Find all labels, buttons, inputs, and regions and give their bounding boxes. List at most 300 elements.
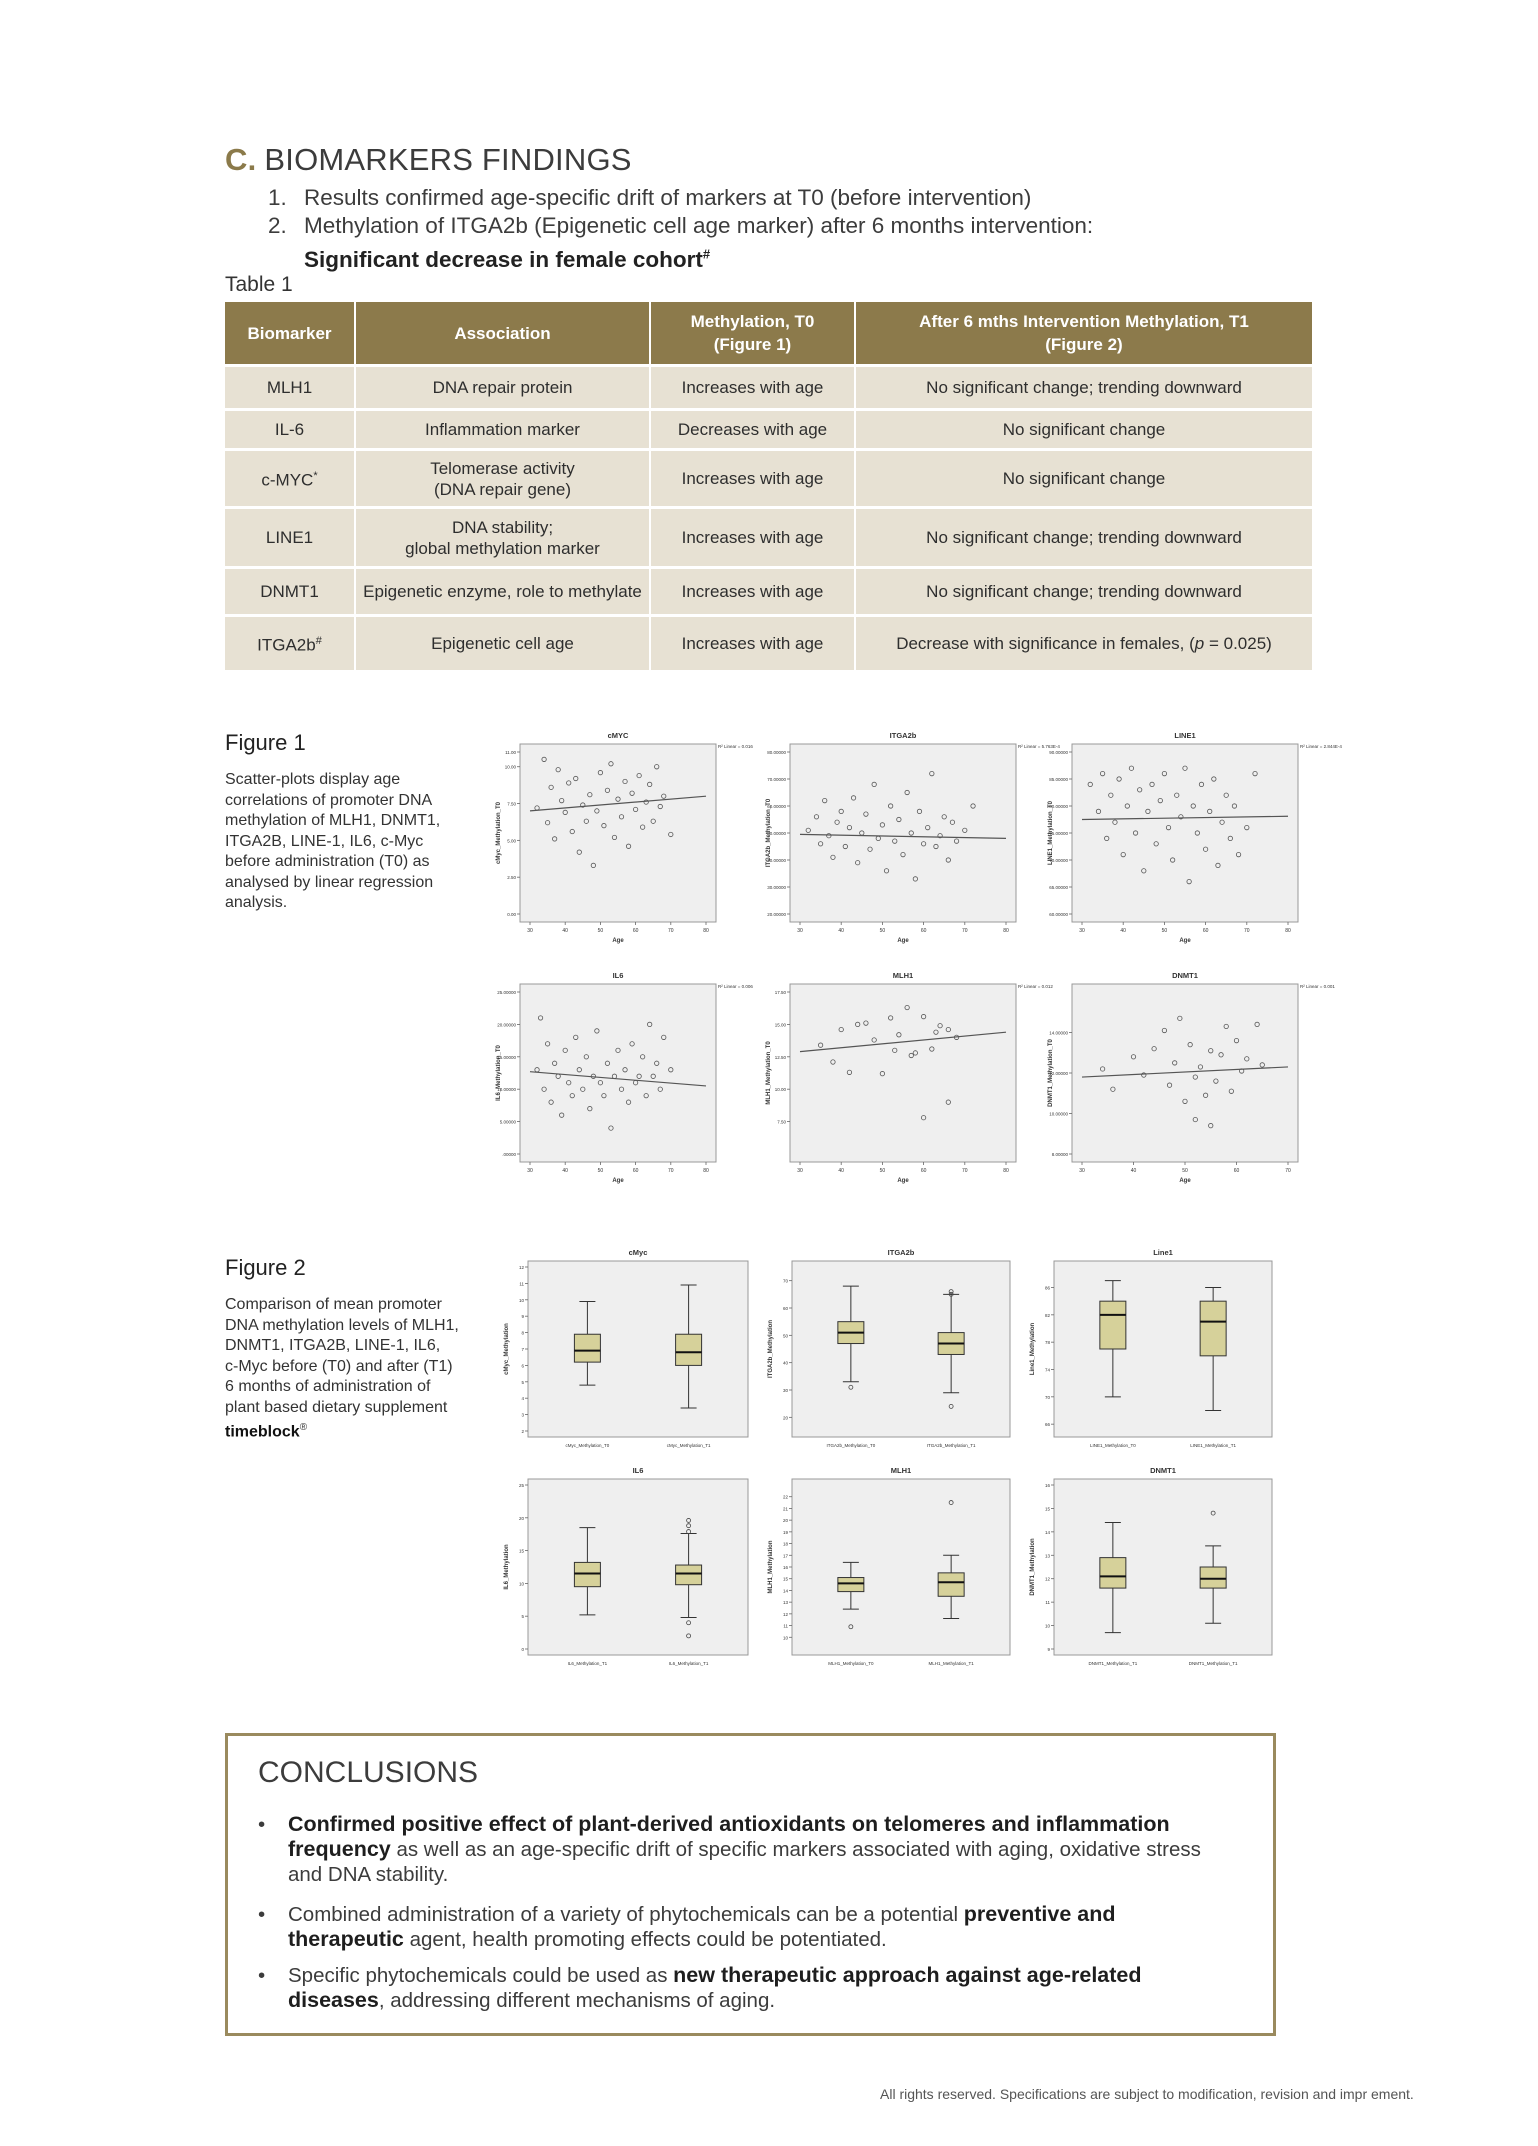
cell-association: Epigenetic cell age — [355, 616, 650, 670]
category-label: MLH1_Methylation_T0 — [828, 1661, 874, 1666]
findings-list — [268, 184, 1093, 274]
fit-label: R² Linear = 5.763E-4 — [1018, 744, 1060, 749]
chart-title: MLH1 — [890, 1466, 912, 1475]
cell-biomarker — [225, 616, 355, 670]
y-tick-label: 30 — [782, 1388, 788, 1393]
y-axis-label: cMyc_Methylation_T0 — [496, 801, 502, 865]
figure1-desc-line: analysed by linear regression — [225, 873, 434, 891]
y-tick-label: 17.50 — [774, 990, 786, 995]
conclusion-bold: Confirmed positive effect of plant-derived antioxidants on telomeres and inflammation frequency — [288, 1812, 1170, 1861]
header-t0 — [650, 302, 855, 366]
bullet: • — [258, 1964, 266, 1987]
y-tick-label: 25 — [518, 1483, 524, 1488]
boxplot-mlh1 — [762, 1463, 1024, 1681]
x-tick-label: 40 — [1120, 928, 1126, 934]
x-tick-label: 70 — [962, 928, 968, 934]
plot-area — [1072, 984, 1298, 1162]
x-tick-label: 40 — [562, 1168, 568, 1174]
finding-highlight — [304, 247, 710, 272]
figure1-title: Figure 1 — [225, 730, 306, 755]
registered-mark: ® — [299, 1422, 308, 1433]
finding-item — [268, 184, 1093, 212]
y-tick-label: 85.00000 — [1049, 777, 1068, 782]
y-tick-label: 40.00000 — [767, 858, 786, 863]
x-axis-label: Age — [612, 938, 624, 944]
biomarker-name: LINE1 — [265, 528, 314, 547]
figure2-brand — [225, 1418, 465, 1443]
y-tick-label: 18 — [782, 1541, 788, 1547]
association-line1: DNA stability; — [451, 517, 554, 537]
y-tick-label: 82 — [1044, 1312, 1050, 1318]
association-line2: (DNA repair gene) — [433, 479, 571, 499]
x-tick-label: 60 — [632, 928, 639, 934]
cell-biomarker — [225, 508, 355, 568]
footer-text: All rights reserved. Specifications are subject to modification, revision and impr ement. — [880, 2086, 1414, 2102]
conclusion-bold: new therapeutic approach against age-related diseases — [288, 1963, 1142, 2012]
y-tick-label: 60 — [782, 1306, 788, 1311]
x-tick-label: 80 — [1285, 928, 1291, 934]
y-tick-label: 50 — [782, 1333, 788, 1339]
y-tick-label: 13 — [782, 1600, 788, 1606]
y-tick-label: 10 — [518, 1297, 524, 1303]
box — [1200, 1301, 1226, 1356]
biomarker-name: MLH1 — [266, 378, 313, 397]
category-label: ITGA2b_Methylation_T0 — [826, 1443, 876, 1448]
x-tick-label: 70 — [1244, 928, 1250, 934]
y-tick-label: 5.00 — [507, 838, 516, 844]
y-tick-label: 12 — [518, 1265, 524, 1270]
x-tick-label: 30 — [797, 928, 803, 934]
header-association: Association — [355, 302, 650, 366]
table-header-row — [225, 302, 1312, 366]
biomarker-name: DNMT1 — [260, 582, 319, 601]
y-tick-label: 74 — [1044, 1367, 1050, 1373]
y-tick-label: 7.50 — [507, 801, 516, 807]
conclusion-text: , addressing different mechanisms of aging. — [378, 1989, 776, 2012]
figure1-description — [225, 770, 465, 914]
cell-t1: No significant change — [855, 450, 1312, 508]
table-row — [225, 410, 1312, 450]
table-row — [225, 450, 1312, 508]
x-axis-label: Age — [1179, 1178, 1191, 1184]
y-tick-label: 66 — [1044, 1422, 1050, 1428]
x-tick-label: 80 — [1003, 1168, 1009, 1174]
plot-area — [1054, 1479, 1272, 1655]
conclusion-text: agent, health promoting effects could be potentiated. — [403, 1928, 887, 1951]
box — [676, 1334, 702, 1365]
x-tick-label: 80 — [703, 1168, 709, 1174]
y-tick-label: 20.00000 — [767, 912, 786, 917]
y-tick-label: 6 — [521, 1363, 524, 1369]
y-tick-label: 80.00000 — [1049, 804, 1068, 809]
plot-area — [790, 984, 1016, 1162]
x-tick-label: 70 — [1285, 1168, 1291, 1174]
conclusions-title: CONCLUSIONS — [258, 1756, 479, 1789]
finding-number: 1. — [268, 185, 287, 210]
y-tick-label: 78 — [1044, 1340, 1050, 1346]
y-tick-label: 70.00000 — [1049, 858, 1068, 863]
header-biomarker: Biomarker — [225, 302, 355, 366]
finding-strong-text: Significant decrease in female cohort — [304, 246, 703, 272]
cell-association — [355, 450, 650, 508]
section-heading — [225, 142, 632, 178]
y-axis-label: LINE1_Methylation_T0 — [1048, 800, 1054, 866]
category-label: LINE1_Methylation_T1 — [1190, 1443, 1237, 1448]
y-tick-label: 16 — [1044, 1483, 1050, 1488]
cell-t0: Increases with age — [650, 366, 855, 410]
boxplot-dnmt1 — [1024, 1463, 1286, 1681]
boxplot-cmyc — [498, 1245, 762, 1463]
y-tick-label: 80.00000 — [767, 750, 786, 755]
plot-area — [520, 744, 716, 922]
cell-t1: No significant change — [855, 410, 1312, 450]
y-tick-label: 20 — [518, 1515, 524, 1521]
cell-association: Epigenetic enzyme, role to methylate — [355, 568, 650, 616]
cell-biomarker — [225, 568, 355, 616]
conclusion-text: Specific phytochemicals could be used as — [288, 1964, 674, 1987]
y-tick-label: 2.50 — [507, 875, 516, 881]
y-axis-label: ITGA2b_Methylation — [768, 1319, 774, 1379]
chart-title: cMyc — [628, 1248, 648, 1257]
y-tick-label: 10 — [1044, 1623, 1050, 1629]
fit-label: R² Linear = 0.012 — [1018, 984, 1053, 989]
chart-title: DNMT1 — [1150, 1466, 1176, 1475]
cell-t0: Increases with age — [650, 568, 855, 616]
x-tick-label: 40 — [838, 1168, 844, 1174]
y-tick-label: 9 — [521, 1314, 524, 1320]
section-title: BIOMARKERS FINDINGS — [264, 142, 632, 177]
y-tick-label: 70 — [782, 1278, 788, 1284]
x-tick-label: 40 — [1130, 1168, 1137, 1174]
y-tick-label: 5 — [521, 1614, 524, 1620]
y-tick-label: 12 — [1044, 1576, 1050, 1582]
y-tick-label: .00000 — [502, 1152, 516, 1157]
figure1-desc-line: ITGA2B, LINE-1, IL6, c-Myc — [225, 832, 424, 850]
table-row — [225, 568, 1312, 616]
cell-biomarker — [225, 450, 355, 508]
x-tick-label: 30 — [1079, 1168, 1085, 1174]
fit-label: R² Linear = 0.016 — [718, 744, 753, 749]
figure1-desc-line: analysis. — [225, 894, 288, 911]
y-tick-label: 10.00 — [774, 1087, 786, 1093]
asterisk-mark: * — [313, 470, 318, 483]
figure2-desc-line: DNMT1, ITGA2B, LINE-1, IL6, — [225, 1337, 441, 1354]
y-tick-label: 11 — [1045, 1600, 1050, 1606]
cell-association — [355, 508, 650, 568]
y-axis-label: IL6_Methylation — [504, 1544, 510, 1590]
cell-t1 — [855, 616, 1312, 670]
y-tick-label: 9 — [1047, 1647, 1050, 1652]
association-line2: global methylation marker — [405, 538, 600, 558]
category-label: ITGA2b_Methylation_T1 — [926, 1443, 976, 1448]
y-tick-label: 13 — [1044, 1553, 1050, 1559]
y-tick-label: 0.00 — [507, 912, 516, 917]
x-tick-label: 80 — [1003, 928, 1009, 934]
chart-title: ITGA2b — [889, 731, 917, 740]
y-tick-label: 10.00000 — [497, 1087, 516, 1093]
y-tick-label: 15 — [782, 1576, 788, 1582]
category-label: LINE1_Methylation_T0 — [1089, 1443, 1136, 1448]
y-tick-label: 40 — [782, 1360, 788, 1366]
bullet: • — [258, 1903, 266, 1926]
x-axis-label: Age — [612, 1178, 624, 1184]
y-tick-label: 70 — [1044, 1394, 1050, 1400]
conclusion-item — [258, 1812, 1218, 1887]
x-tick-label: 60 — [920, 1168, 927, 1174]
header-t1-line2: (Figure 2) — [1045, 335, 1123, 354]
category-label: cMyc_Methylation_T1 — [666, 1443, 711, 1448]
chart-title: MLH1 — [892, 971, 914, 980]
x-tick-label: 40 — [562, 928, 568, 934]
y-axis-label: DNMT1_Methylation_T0 — [1048, 1039, 1054, 1107]
table-row — [225, 366, 1312, 410]
finding-number: 2. — [268, 213, 287, 238]
category-label: DNMT1_Methylation_T1 — [1188, 1661, 1238, 1666]
y-axis-label: IL6_Methylation_T0 — [496, 1045, 502, 1101]
x-tick-label: 50 — [1182, 1168, 1188, 1174]
cell-biomarker — [225, 410, 355, 450]
plot-area — [528, 1261, 748, 1437]
header-t1-line1: After 6 mths Intervention Methylation, T1 — [919, 312, 1249, 331]
y-tick-label: 30.00000 — [767, 885, 786, 890]
cell-t1: No significant change; trending downward — [855, 366, 1312, 410]
fit-label: R² Linear = 0.001 — [1300, 984, 1335, 989]
boxplot-itga2b — [762, 1245, 1024, 1463]
x-tick-label: 30 — [527, 928, 533, 934]
chart-title: ITGA2b — [887, 1248, 915, 1257]
x-tick-label: 50 — [879, 1168, 886, 1174]
finding-item — [268, 212, 1093, 274]
x-tick-label: 50 — [879, 928, 886, 934]
finding-text: Results confirmed age-specific drift of markers at T0 (before intervention) — [304, 185, 1032, 210]
boxplot-il6 — [498, 1463, 762, 1681]
cell-t1: No significant change; trending downward — [855, 568, 1312, 616]
y-tick-label: 8 — [521, 1330, 524, 1336]
p-symbol: p — [1194, 633, 1205, 653]
y-tick-label: 14 — [1044, 1529, 1050, 1535]
chart-title: cMYC — [607, 731, 629, 740]
chart-title: DNMT1 — [1172, 971, 1198, 980]
figure1-desc-line: before administration (T0) as — [225, 853, 430, 870]
t1-text-post: = 0.025) — [1204, 633, 1272, 653]
y-tick-label: 7.50 — [777, 1119, 786, 1125]
category-label: IL6_Methylation_T1 — [567, 1661, 608, 1666]
x-tick-label: 40 — [838, 928, 844, 934]
plot-area — [792, 1479, 1010, 1655]
cell-association: Inflammation marker — [355, 410, 650, 450]
plot-area — [1054, 1261, 1272, 1437]
scatter-cmyc — [490, 728, 753, 948]
scatter-il6 — [490, 968, 753, 1188]
chart-title: LINE1 — [1174, 731, 1196, 740]
y-tick-label: 15 — [518, 1548, 524, 1554]
fit-label: R² Linear = 2.844E-4 — [1300, 744, 1342, 749]
x-tick-label: 70 — [962, 1168, 968, 1174]
x-axis-label: Age — [1179, 938, 1191, 944]
y-tick-label: 60.00000 — [1049, 912, 1068, 917]
y-tick-label: 5.00000 — [499, 1119, 516, 1125]
fit-label: R² Linear = 0.006 — [718, 984, 753, 989]
y-axis-label: cMyc_Methylation — [504, 1323, 510, 1375]
y-tick-label: 14.00000 — [1049, 1030, 1068, 1036]
scatter-line1 — [1042, 728, 1342, 948]
cell-t1: No significant change; trending downward — [855, 508, 1312, 568]
figure2-description — [225, 1295, 465, 1443]
y-tick-label: 90.00000 — [1049, 750, 1068, 755]
y-tick-label: 25.00000 — [497, 990, 516, 995]
table-row — [225, 508, 1312, 568]
y-tick-label: 14 — [782, 1588, 788, 1594]
y-tick-label: 75.00000 — [1049, 831, 1068, 836]
y-axis-label: ITGA2b_Methylation_T0 — [766, 798, 772, 868]
x-tick-label: 50 — [597, 928, 604, 934]
y-tick-label: 15 — [1044, 1506, 1050, 1512]
figure2-desc-line: plant based dietary supplement — [225, 1398, 448, 1416]
y-tick-label: 10 — [518, 1581, 524, 1587]
figure2-desc-line: Comparison of mean promoter — [225, 1296, 442, 1313]
x-tick-label: 30 — [797, 1168, 803, 1174]
chart-title: Line1 — [1153, 1248, 1173, 1257]
y-tick-label: 86 — [1044, 1285, 1050, 1291]
scatter-dnmt1 — [1042, 968, 1335, 1188]
y-tick-label: 50.00000 — [767, 831, 786, 836]
table-label: Table 1 — [225, 273, 293, 296]
x-tick-label: 60 — [1233, 1168, 1240, 1174]
y-tick-label: 12.50 — [774, 1054, 786, 1060]
plot-area — [792, 1261, 1010, 1437]
box — [1100, 1558, 1126, 1588]
x-tick-label: 60 — [1202, 928, 1209, 934]
y-tick-label: 19 — [782, 1529, 788, 1535]
header-t0-line2: (Figure 1) — [713, 335, 792, 354]
box — [838, 1578, 864, 1592]
x-tick-label: 70 — [668, 1168, 674, 1174]
boxplot-line1 — [1024, 1245, 1286, 1463]
y-tick-label: 0 — [521, 1647, 524, 1652]
cell-t0: Increases with age — [650, 508, 855, 568]
y-tick-label: 70.00000 — [767, 777, 786, 782]
finding-text: Methylation of ITGA2b (Epigenetic cell age marker) after 6 months intervention: — [304, 213, 1094, 238]
y-tick-label: 11.00 — [505, 750, 516, 755]
bullet: • — [258, 1813, 266, 1836]
conclusion-item — [258, 1902, 1218, 1952]
brand-name: timeblock — [225, 1423, 300, 1441]
y-tick-label: 5 — [521, 1379, 524, 1385]
y-tick-label: 21 — [782, 1506, 788, 1512]
biomarker-name: c-MYC — [261, 470, 314, 490]
y-tick-label: 20.00000 — [497, 1022, 516, 1028]
x-tick-label: 50 — [597, 1168, 604, 1174]
box — [938, 1573, 964, 1596]
cell-t0: Increases with age — [650, 616, 855, 670]
y-tick-label: 11 — [519, 1281, 524, 1287]
y-axis-label: DNMT1_Methylation — [1030, 1538, 1036, 1596]
box — [574, 1334, 600, 1362]
header-t1 — [855, 302, 1312, 366]
y-tick-label: 10.00000 — [1049, 1111, 1068, 1117]
hash-mark: # — [315, 634, 322, 647]
y-tick-label: 20 — [782, 1415, 788, 1421]
x-tick-label: 30 — [1079, 928, 1085, 934]
conclusion-bold: preventive and therapeutic — [288, 1902, 1116, 1951]
biomarker-name: IL-6 — [274, 420, 305, 439]
y-tick-label: 15.00 — [774, 1022, 786, 1028]
y-tick-label: 11 — [783, 1623, 788, 1629]
t1-text-pre: Decrease with significance in females, ( — [896, 633, 1195, 653]
figure1-desc-line: Scatter-plots display age — [225, 771, 401, 788]
figure1-desc-line: methylation of MLH1, DNMT1, — [225, 812, 441, 829]
y-tick-label: 16 — [782, 1565, 788, 1570]
cell-biomarker — [225, 366, 355, 410]
y-tick-label: 22 — [782, 1494, 788, 1500]
table-row — [225, 616, 1312, 670]
association-line1: Telomerase activity — [430, 458, 575, 478]
y-tick-label: 12 — [782, 1611, 788, 1617]
figure2-desc-line: c-Myc before (T0) and after (T1) — [225, 1357, 453, 1375]
x-tick-label: 70 — [668, 928, 674, 934]
biomarker-name: ITGA2b — [257, 635, 316, 655]
y-tick-label: 20 — [782, 1518, 788, 1524]
plot-area — [790, 744, 1016, 922]
category-label: MLH1_Methylation_T1 — [928, 1661, 974, 1666]
x-tick-label: 80 — [703, 928, 709, 934]
category-label: cMyc_Methylation_T0 — [565, 1443, 610, 1448]
plot-area — [528, 1479, 748, 1655]
y-tick-label: 8.00000 — [1051, 1152, 1068, 1157]
y-tick-label: 17 — [782, 1553, 788, 1559]
section-letter: C. — [225, 142, 257, 177]
y-axis-label: Line1_Methylation — [1030, 1322, 1036, 1376]
biomarker-table — [225, 302, 1312, 670]
y-tick-label: 10 — [782, 1635, 788, 1641]
y-tick-label: 12.00000 — [1049, 1071, 1068, 1076]
figure2-title: Figure 2 — [225, 1255, 306, 1280]
x-tick-label: 50 — [1161, 928, 1168, 934]
conclusions-box — [225, 1733, 1276, 2036]
chart-title: IL6 — [632, 1466, 644, 1475]
hash-mark: # — [702, 246, 711, 261]
figure1-desc-line: correlations of promoter DNA — [225, 791, 433, 809]
x-axis-label: Age — [897, 1178, 909, 1184]
x-axis-label: Age — [897, 938, 909, 944]
y-tick-label: 3 — [521, 1412, 524, 1418]
x-tick-label: 30 — [527, 1168, 533, 1174]
conclusion-item — [258, 1963, 1218, 2013]
y-tick-label: 7 — [521, 1347, 524, 1352]
chart-title: IL6 — [612, 971, 624, 980]
figure2-desc-line: DNA methylation levels of MLH1, — [225, 1316, 459, 1334]
header-t0-line1: Methylation, T0 — [690, 312, 815, 331]
box — [1200, 1567, 1226, 1588]
cell-t0: Increases with age — [650, 450, 855, 508]
y-tick-label: 10.00 — [504, 764, 516, 770]
y-tick-label: 4 — [521, 1396, 524, 1402]
x-tick-label: 60 — [920, 928, 927, 934]
box — [676, 1565, 702, 1585]
y-tick-label: 60.00000 — [767, 804, 786, 809]
y-tick-label: 65.00000 — [1049, 885, 1068, 890]
box — [1100, 1301, 1126, 1349]
conclusion-text: Combined administration of a variety of phytochemicals can be a potential — [288, 1903, 964, 1926]
figure2-desc-line: 6 months of administration of — [225, 1378, 431, 1395]
y-tick-label: 2 — [521, 1429, 524, 1434]
cell-t0: Decreases with age — [650, 410, 855, 450]
x-tick-label: 60 — [632, 1168, 639, 1174]
conclusion-text: as well as an age-specific drift of specific markers associated with aging, oxidative stress and DNA stability. — [288, 1838, 1201, 1886]
category-label: IL6_Methylation_T1 — [668, 1661, 709, 1666]
y-tick-label: 15.00000 — [497, 1054, 516, 1060]
category-label: DNMT1_Methylation_T1 — [1088, 1661, 1138, 1666]
